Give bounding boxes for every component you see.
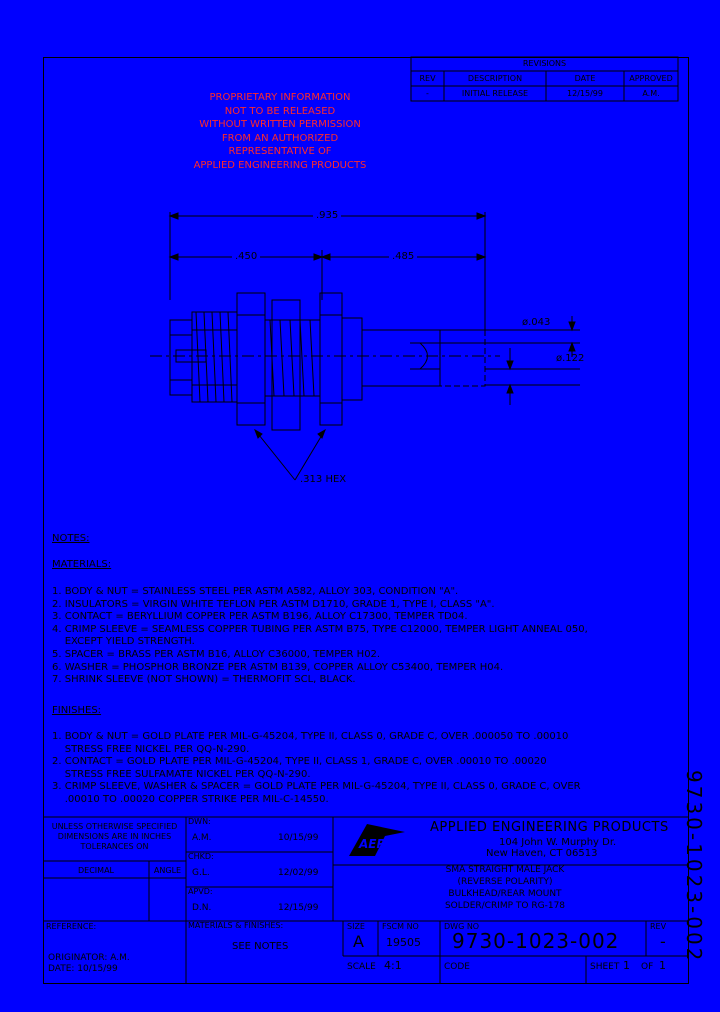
apvd-label: APVD: bbox=[188, 887, 213, 896]
rev-header-description: DESCRIPTION bbox=[467, 74, 523, 83]
finish-item: STRESS FREE SULFAMATE NICKEL PER QQ-N-290. bbox=[52, 768, 311, 780]
dwg-value: 9730-1023-002 bbox=[452, 929, 620, 953]
material-item: EXCEPT YIELD STRENGTH. bbox=[52, 636, 195, 648]
tolerance-line: DIMENSIONS ARE IN INCHES bbox=[57, 832, 172, 841]
code-label: CODE bbox=[444, 962, 470, 972]
logo-icon bbox=[345, 822, 407, 858]
proprietary-line: REPRESENTATIVE OF bbox=[228, 146, 332, 157]
sheet-number: 1 bbox=[623, 959, 630, 972]
originator: ORIGINATOR: A.M. bbox=[48, 953, 130, 963]
material-item: 5. SPACER = BRASS PER ASTM B16, ALLOY C36000, TEMPER H02. bbox=[52, 648, 381, 660]
finish-item: 1. BODY & NUT = GOLD PLATE PER MIL-G-45204, TYPE II, CLASS 0, GRADE C, OVER .000050 TO .00010 bbox=[52, 731, 569, 742]
material-item: 1. BODY & NUT = STAINLESS STEEL PER ASTM A582, ALLOY 303, CONDITION "A". bbox=[52, 586, 459, 597]
rev-header-date: DATE bbox=[574, 74, 596, 83]
material-item: 7. SHRINK SLEEVE (NOT SHOWN) = THERMOFIT SCL, BLACK. bbox=[52, 674, 356, 686]
angle-label: ANGLE bbox=[153, 866, 182, 875]
dwn-date: 10/15/99 bbox=[278, 833, 319, 843]
material-item: 2. INSULATORS = VIRGIN WHITE TEFLON PER ASTM D1710, GRADE 1, TYPE I, CLASS "A". bbox=[52, 598, 495, 610]
company-address-2: New Haven, CT 06513 bbox=[486, 848, 598, 859]
title-line: SMA STRAIGHT MALE JACK bbox=[445, 865, 565, 875]
title-line: BULKHEAD/REAR MOUNT bbox=[448, 889, 562, 899]
proprietary-notice bbox=[170, 91, 390, 172]
rev-header-rev: REV bbox=[419, 74, 436, 83]
materials-list bbox=[52, 586, 588, 687]
title-line: SOLDER/CRIMP TO RG-178 bbox=[444, 901, 566, 911]
proprietary-line: FROM AN AUTHORIZED bbox=[221, 132, 339, 144]
see-notes: SEE NOTES bbox=[232, 941, 289, 952]
dim-right: .485 bbox=[389, 251, 417, 263]
chkd-date: 12/02/99 bbox=[278, 868, 319, 878]
finish-item: 2. CONTACT = GOLD PLATE PER MIL-G-45204, TYPE II, CLASS 1, GRADE C, OVER .00010 TO .00020 bbox=[52, 756, 547, 768]
scale-value: 4:1 bbox=[384, 959, 402, 972]
rev-header-approved: APPROVED bbox=[629, 74, 673, 83]
dim-left: .450 bbox=[232, 251, 260, 263]
rev-cell-description: INITIAL RELEASE bbox=[461, 89, 529, 98]
dim-overall: .935 bbox=[313, 210, 341, 222]
decimal-label: DECIMAL bbox=[78, 866, 114, 875]
company-address-1: 104 John W. Murphy Dr. bbox=[499, 837, 617, 848]
dim-pin-diameter: ø.043 bbox=[522, 317, 551, 328]
size-value: A bbox=[353, 932, 365, 951]
sheet-label: SHEET bbox=[590, 962, 620, 972]
company-name: APPLIED ENGINEERING PRODUCTS bbox=[430, 820, 669, 835]
drawing-title bbox=[430, 864, 580, 912]
revisions-title: REVISIONS bbox=[522, 59, 567, 68]
material-item: 6. WASHER = PHOSPHOR BRONZE PER ASTM B139, COPPER ALLOY C53400, TEMPER H04. bbox=[52, 661, 504, 673]
proprietary-line: WITHOUT WRITTEN PERMISSION bbox=[199, 119, 361, 130]
finish-item: .00010 TO .00020 COPPER STRIKE PER MIL-C-14550. bbox=[52, 793, 329, 805]
tolerance-line: TOLERANCES ON bbox=[80, 842, 149, 851]
proprietary-line: NOT TO BE RELEASED bbox=[224, 105, 336, 117]
side-drawing-number: 9730-1023-002 bbox=[682, 770, 706, 964]
company-logo bbox=[345, 822, 407, 858]
tolerance-note bbox=[43, 822, 186, 852]
tolerance-line: UNLESS OTHERWISE SPECIFIED bbox=[51, 822, 178, 831]
apvd-name: D.N. bbox=[192, 903, 212, 913]
dwn-label: DWN: bbox=[188, 817, 211, 826]
dim-hex: .313 HEX bbox=[300, 474, 347, 485]
notes-heading: NOTES: bbox=[52, 533, 90, 544]
sheet-total: 1 bbox=[659, 959, 666, 972]
dwn-name: A.M. bbox=[192, 833, 212, 843]
scale-label: SCALE bbox=[347, 962, 376, 972]
dwg-label: DWG NO bbox=[444, 922, 480, 931]
proprietary-line: PROPRIETARY INFORMATION bbox=[209, 92, 351, 103]
of-label: OF bbox=[641, 962, 654, 972]
originator-date: DATE: 10/15/99 bbox=[48, 964, 118, 974]
title-line: (REVERSE POLARITY) bbox=[457, 877, 553, 887]
chkd-name: G.L. bbox=[192, 868, 210, 878]
material-item: 3. CONTACT = BERYLLIUM COPPER PER ASTM B196, ALLOY C17300, TEMPER TD04. bbox=[52, 611, 468, 623]
material-item: 4. CRIMP SLEEVE = SEAMLESS COPPER TUBING PER ASTM B75, TYPE C12000, TEMPER LIGHT ANNEAL 050, bbox=[52, 623, 588, 635]
apvd-date: 12/15/99 bbox=[278, 903, 319, 913]
rev-cell-approved: A.M. bbox=[642, 89, 660, 98]
proprietary-line: APPLIED ENGINEERING PRODUCTS bbox=[193, 159, 367, 171]
dim-body-diameter: ø.122 bbox=[556, 353, 585, 364]
logo-text: AEP bbox=[359, 837, 386, 851]
finish-item: 3. CRIMP SLEEVE, WASHER & SPACER = GOLD PLATE PER MIL-G-45204, TYPE II, CLASS 0, GRADE C, OVER bbox=[52, 781, 581, 793]
rev-cell-date: 12/15/99 bbox=[567, 89, 603, 98]
size-label: SIZE bbox=[347, 922, 365, 931]
fscm-label: FSCM NO bbox=[382, 922, 419, 931]
materials-finishes-label: MATERIALS & FINISHES: bbox=[188, 921, 284, 930]
finish-item: STRESS FREE NICKEL PER QQ-N-290. bbox=[52, 743, 250, 755]
finishes-list bbox=[52, 731, 581, 807]
materials-heading: MATERIALS: bbox=[52, 559, 112, 570]
rev-cell-rev: - bbox=[426, 89, 429, 98]
fscm-value: 19505 bbox=[386, 936, 421, 949]
rev-label: REV bbox=[650, 922, 667, 931]
rev-value: - bbox=[660, 932, 667, 951]
reference-label: REFERENCE: bbox=[46, 922, 97, 931]
chkd-label: CHKD: bbox=[188, 852, 214, 861]
finishes-heading: FINISHES: bbox=[52, 705, 102, 716]
